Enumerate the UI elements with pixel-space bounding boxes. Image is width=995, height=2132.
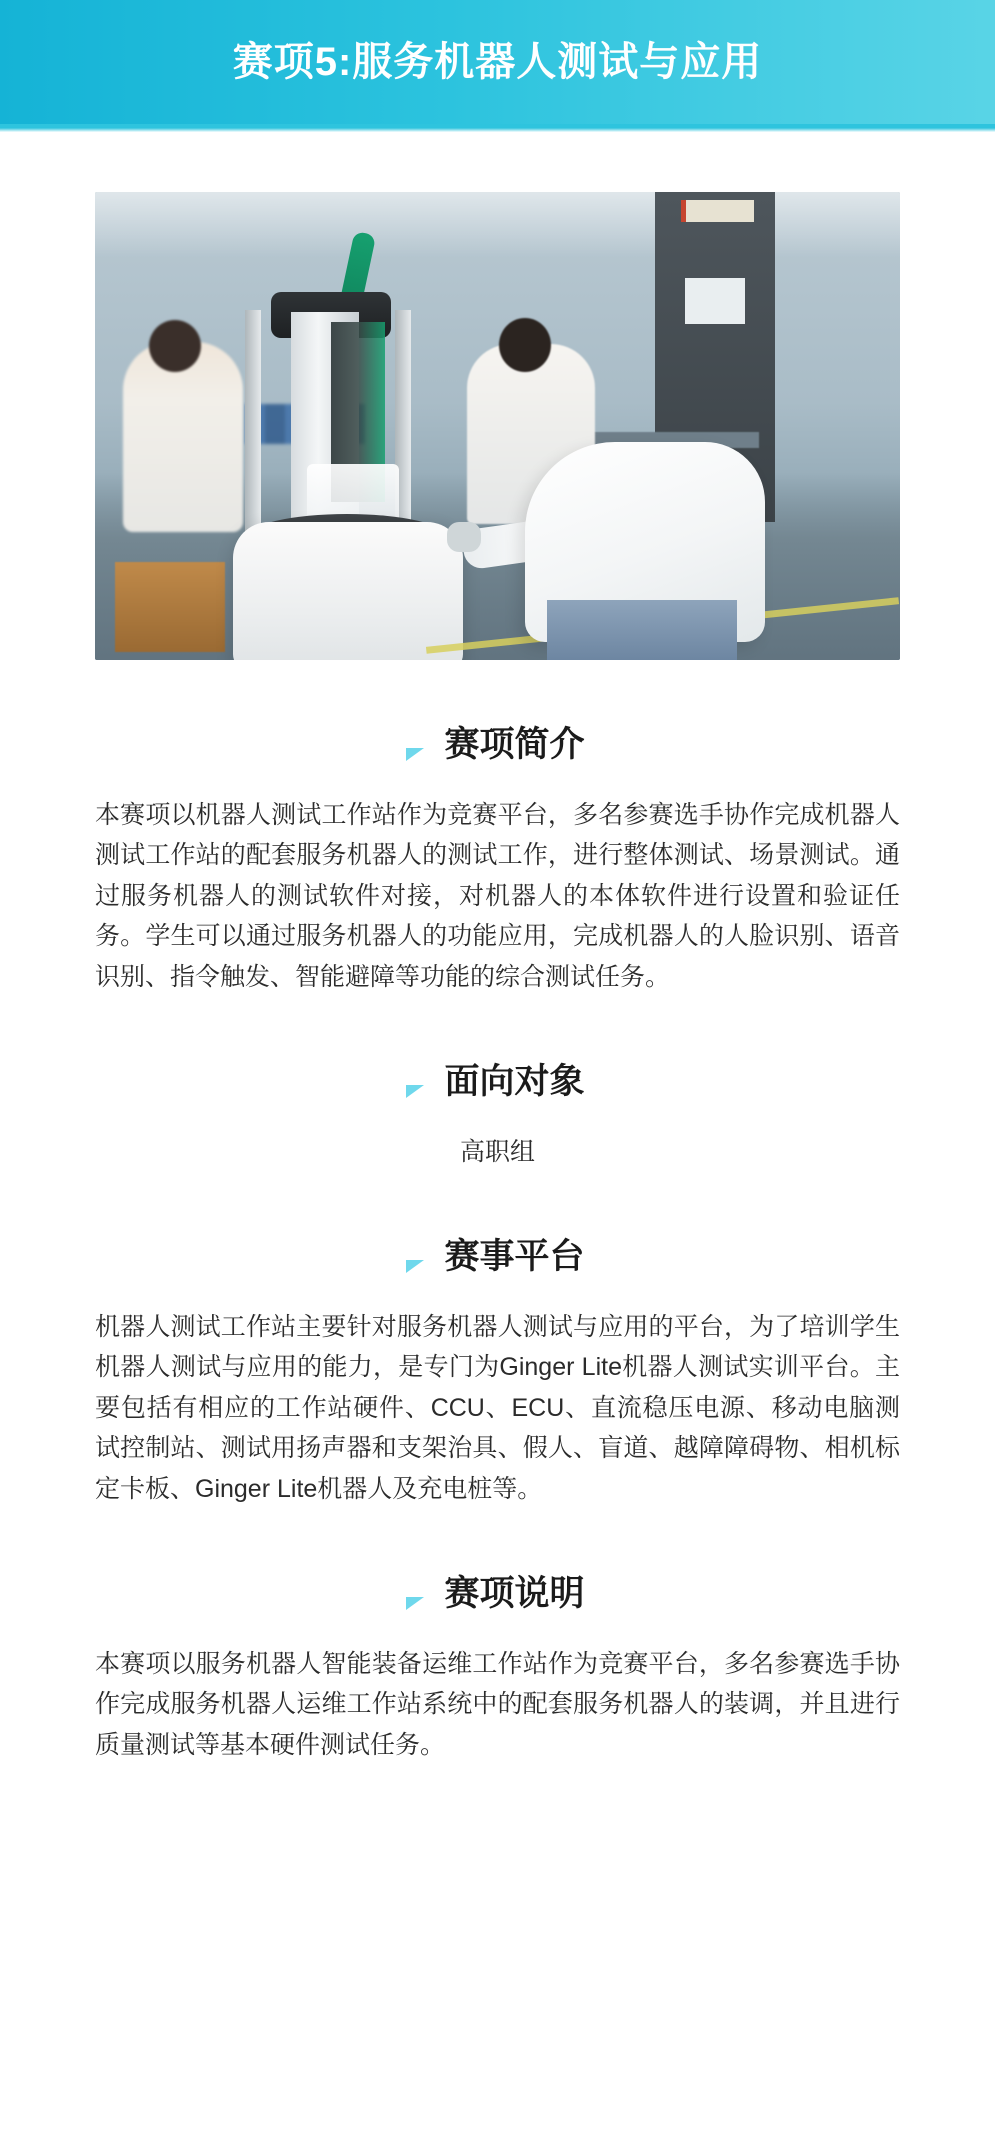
page-title: 赛项5:服务机器人测试与应用: [232, 40, 763, 84]
worker-right-leg-shape: [547, 600, 737, 660]
section-description-title: 赛项说明: [440, 1575, 588, 1620]
hero-photo: [95, 192, 900, 660]
section-platform-body: 机器人测试工作站主要针对服务机器人测试与应用的平台，为了培训学生机器人测试与应用的能力，是专门为Ginger Lite机器人测试实训平台。主要包括有相应的工作站硬件、CCU、ECU、直流稳压电源、移动电脑测试控制站、测试用扬声器和支架治具、假人、盲道、越障障碍物、相机标定卡板、Ginger Lite机器人及充电桩等。: [95, 1312, 900, 1503]
section-description-heading: [95, 1575, 900, 1620]
hero-photo-image: [95, 192, 900, 660]
triangle-marker-icon: [406, 1597, 424, 1610]
section-description-body: 本赛项以服务机器人智能装备运维工作站作为竞赛平台，多名参赛选手协作完成服务机器人运维工作站系统中的配套服务机器人的装调，并且进行质量测试等基本硬件测试任务。: [95, 1649, 900, 1759]
rack-panel-shape: [685, 278, 745, 324]
section-platform-heading: [95, 1238, 900, 1283]
section-intro-body: 本赛项以机器人测试工作站作为竞赛平台，多名参赛选手协作完成机器人测试工作站的配套服务机器人的测试工作，进行整体测试、场景测试。通过服务机器人的测试软件对接，对机器人的本体软件进行设置和验证任务。学生可以通过服务机器人的功能应用，完成机器人的人脸识别、语音识别、指令触发、智能避障等功能的综合测试任务。: [95, 800, 900, 991]
page-header-banner: [0, 0, 995, 124]
glove-shape: [447, 522, 481, 552]
rack-label-shape: [681, 200, 754, 222]
section-intro-heading: [95, 726, 900, 771]
poster-content: [0, 192, 995, 1825]
robot-frame-left-shape: [245, 310, 261, 550]
worker-left-head-shape: [149, 320, 201, 372]
section-audience-body: 高职组: [459, 1137, 535, 1166]
section-audience-title: 面向对象: [440, 1063, 588, 1108]
triangle-marker-icon: [406, 1085, 424, 1098]
wooden-stool-shape: [115, 562, 225, 652]
triangle-marker-icon: [406, 1260, 424, 1273]
section-description: [95, 1575, 900, 1765]
section-audience: [95, 1063, 900, 1172]
section-intro-title: 赛项简介: [440, 726, 588, 771]
robot-base-shape: [233, 522, 463, 660]
section-intro: [95, 726, 900, 997]
section-platform: [95, 1238, 900, 1509]
section-audience-heading: [95, 1063, 900, 1108]
worker-center-head-shape: [499, 318, 551, 372]
section-platform-title: 赛事平台: [440, 1238, 588, 1283]
triangle-marker-icon: [406, 748, 424, 761]
